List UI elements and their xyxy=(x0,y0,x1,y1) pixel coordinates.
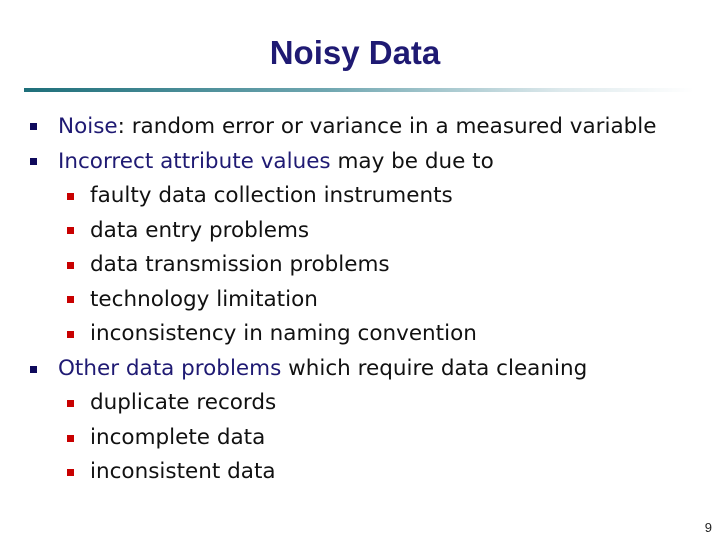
sub-bullet-marker xyxy=(67,400,74,407)
highlight-term: Incorrect attribute values xyxy=(58,149,331,174)
sub-bullet: duplicate records xyxy=(90,390,277,415)
bullet-text: which require data cleaning xyxy=(281,356,588,381)
sub-bullet: data transmission problems xyxy=(90,252,390,277)
bullet-noise xyxy=(58,115,656,139)
sub-bullet: inconsistent data xyxy=(90,459,276,484)
sub-bullet-marker xyxy=(67,469,74,476)
bullet-marker xyxy=(30,366,37,373)
sub-bullet-marker xyxy=(67,262,74,269)
sub-bullet-marker xyxy=(67,227,74,234)
sub-bullet: data entry problems xyxy=(90,218,310,243)
sub-bullet: faulty data collection instruments xyxy=(90,183,453,208)
sub-bullet-marker xyxy=(67,331,74,338)
page-number: 9 xyxy=(704,520,712,535)
sub-bullet-marker xyxy=(67,435,74,442)
sub-bullet: inconsistency in naming convention xyxy=(90,321,477,346)
sub-bullet-marker xyxy=(67,296,74,303)
bullet-marker xyxy=(30,123,37,130)
highlight-term: Noise xyxy=(58,114,118,139)
sub-bullet: technology limitation xyxy=(90,287,318,312)
sub-bullet: incomplete data xyxy=(90,425,266,450)
bullet-other-problems xyxy=(58,357,587,381)
bullet-incorrect-attributes xyxy=(58,150,494,174)
bullet-marker xyxy=(30,158,37,165)
bullet-text: may be due to xyxy=(330,149,494,174)
sub-bullet-marker xyxy=(67,193,74,200)
highlight-term: Other data problems xyxy=(58,356,282,381)
bullet-text: : random error or variance in a measured variable xyxy=(117,114,657,139)
slide-title: Noisy Data xyxy=(269,34,441,71)
